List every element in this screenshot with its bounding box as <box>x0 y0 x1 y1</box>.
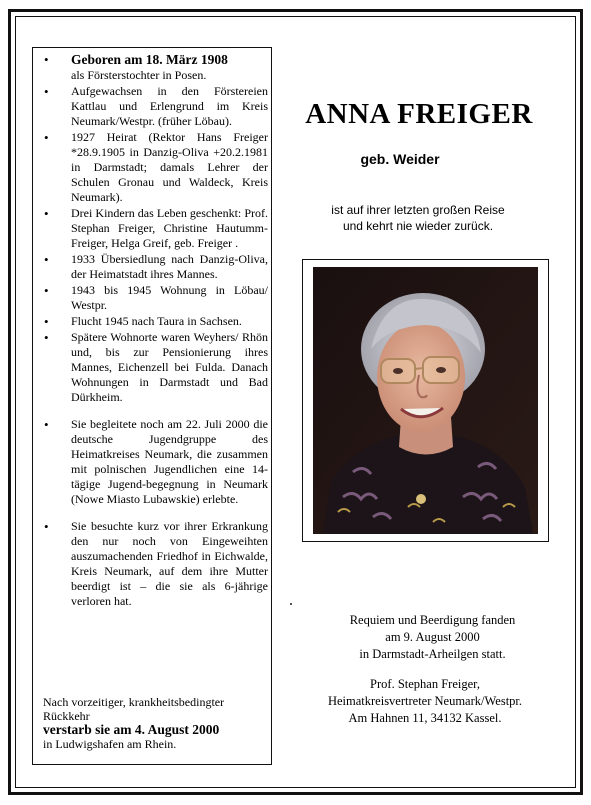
motto-line: und kehrt nie wieder zurück. <box>342 219 494 233</box>
bio-item-childhood <box>40 84 268 129</box>
closing-text <box>43 695 268 751</box>
death-date: verstarb sie am 4. August 2000 <box>43 722 220 737</box>
motto <box>312 202 524 234</box>
birth-date: Geboren am 18. März 1908 <box>71 52 228 67</box>
requiem-line: Requiem und Beerdigung fanden <box>349 613 516 627</box>
bio-item-text: Spätere Wohnorte waren Weyhers/ Rhön und, bis zur Pensionierung ihres Mannes, Eichenzell bei Fulda. Danach Wohnungen in Darmstadt und Bad Dürkheim. <box>71 330 268 404</box>
bio-item-marriage <box>40 130 268 205</box>
bio-item-text: 1933 Übersiedlung nach Danzig-Oliva, der Heimatstadt ihres Mannes. <box>71 252 268 281</box>
bullet-icon: • <box>44 330 49 345</box>
signature-line: Am Hahnen 11, 34132 Kassel. <box>348 711 502 725</box>
biography-list <box>40 52 268 610</box>
maiden-name: geb. Weider <box>360 151 440 167</box>
bio-item-children <box>40 206 268 251</box>
bullet-icon: • <box>44 130 49 145</box>
signature-line: Heimatkreisvertreter Neumark/Westpr. <box>327 694 523 708</box>
stray-dot <box>290 603 292 605</box>
bio-item-residences <box>40 330 268 405</box>
motto-line: ist auf ihrer letzten großen Reise <box>331 203 505 217</box>
bio-item-cemetery <box>40 519 268 609</box>
signature-line: Prof. Stephan Freiger, <box>370 677 480 691</box>
bio-item-text: Aufgewachsen in den Förstereien Kattlau und Erlengrund im Kreis Neumark/Westpr. (früher Löbau). <box>71 84 268 128</box>
bio-item-flight <box>40 314 268 329</box>
requiem-line: in Darmstadt-Arheilgen statt. <box>359 647 506 661</box>
closing-line-return: Nach vorzeitiger, krankheitsbedingter Rückkehr <box>43 695 225 723</box>
bio-item-text: 1927 Heirat (Rektor Hans Freiger *28.9.1905 in Danzig-Oliva +20.2.1981 in Darmstadt; damals Lehrer der Schulen Gronau und Waldeck, Kreis Neumark). <box>71 130 268 204</box>
bio-item-text: Drei Kindern das Leben geschenkt: Prof. Stephan Freiger, Christine Hautumm-Freiger, Helga Greif, geb. Freiger . <box>71 206 268 250</box>
bullet-icon: • <box>44 206 49 221</box>
bio-item-birth <box>40 52 268 83</box>
bio-item-text: Sie begleitete noch am 22. Juli 2000 die deutsche Jugendgruppe des Heimatkreises Neumark, die zusammen mit polnischen Jugendlichen eine 14-tägige Jugend-begegnung in Neumark (Nowe Miasto Lubawskie) erlebte. <box>71 417 268 506</box>
bullet-icon: • <box>44 417 49 432</box>
bio-item-text: Flucht 1945 nach Taura in Sachsen. <box>71 314 242 328</box>
bullet-icon: • <box>44 252 49 267</box>
bullet-icon: • <box>44 283 49 298</box>
bio-item-1933 <box>40 252 268 282</box>
bio-item-youth-group <box>40 417 268 507</box>
birth-place: als Försterstochter in Posen. <box>71 68 207 82</box>
bullet-icon: • <box>44 84 49 99</box>
bio-item-1943 <box>40 283 268 313</box>
bullet-icon: • <box>44 314 49 329</box>
requiem-notice <box>310 612 555 663</box>
portrait-photo-icon <box>313 267 538 534</box>
deceased-name: ANNA FREIGER <box>305 98 533 130</box>
portrait-photo <box>313 267 538 534</box>
bio-item-text: 1943 bis 1945 Wohnung in Löbau/ Westpr. <box>71 283 268 312</box>
death-place: in Ludwigshafen am Rhein. <box>43 737 177 751</box>
bullet-icon: • <box>44 519 49 534</box>
bio-item-text: Sie besuchte kurz vor ihrer Erkrankung den nur noch von Eingeweihten auszumachenden Friedhof in Eichwalde, Kreis Neumark, auf dem ihre Mutter beerdigt ist – die sie als 6-jährige verloren hat. <box>71 519 268 608</box>
bullet-icon: • <box>44 52 49 67</box>
signature-block <box>290 676 560 727</box>
requiem-line: am 9. August 2000 <box>385 630 480 644</box>
